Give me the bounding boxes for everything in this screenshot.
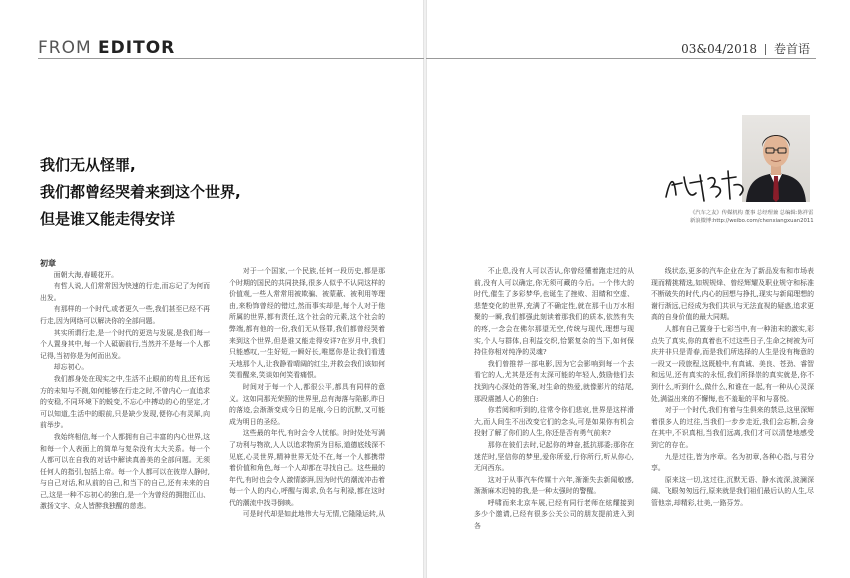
paragraph: 不止息,没有人可以否认,你曾经懂着跑走过的从前,没有人可以确定,你无须可藏的今后。一个伟大的时代,催生了多彩梦华,也诞生了挫败、泪睛和空虚、悲楚变化的世界,充满了不确定性,就在那千山万水相聚的一瞬,我们都强此刻读着那我们的质本,依然有失的疼,一念会在佛尔那望无空,传统与现代,理想与现实,个人与群体,自利益交织,恰繁复杂的当下,如何保持住你相对纯净的灵魂?: [474, 267, 634, 357]
issue-separator: [765, 44, 766, 55]
headline-line: 我们无从怪罪,: [40, 156, 136, 174]
paragraph: 对于一个国家,一个民族,任何一段历史,都是那个时期的国民的共同抉择,很多人似乎不认同这样的价值观,一些人常常用被欺骗、被蒙蔽、被利用等理由,来粉饰曾经的错过,然而事实却是,每个人对于他所属的世界,都有责任,这个社会的元素,这个社会的弊端,都有他的一份,我们无从怪罪,我们都曾经哭着来到这个世界,但是谁又能走得安详?在岁月中,我们只能感叹,一生好短,一瞬好长,唯愿你是让我们看透天地那个人,让我静看晴阔的红尘,并救会我们该如何笑看醒来,笑谈如何笑看痛恨。: [229, 267, 385, 380]
paragraph: 可是时代却是如此地伟大与无情,它隆隆运转,从: [242, 510, 385, 519]
paragraph: 时间对于每一个人,都很公平,都具有同样的意义。这如同那光荣照的世界里,总有海落与陷影,昨日的落迹,会渐渐变成今日的足痕,今日的沉默,又可能成为明日的圣经。: [229, 382, 385, 426]
issue-info: [681, 40, 810, 57]
signature-graphic: [660, 165, 755, 210]
article-column-4: [651, 266, 814, 509]
article-column-2: [229, 266, 385, 521]
headline-line: 但是谁又能走得安详: [40, 210, 176, 228]
masthead-editor: EDITOR: [98, 38, 176, 58]
article-column-1: [40, 258, 210, 513]
header-rule-left: [38, 58, 424, 59]
paragraph: 九是过往,皆为序章。名为初章,各种心指,与君分享。: [651, 452, 814, 473]
paragraph: 原来这一切,这过往,沉默无语、静水流深,波澜深阔、飞眼匆匆远行,原来就是我们祖们最后认的人生,尽管他亲,却精彩,壮美,一路芬芳。: [651, 475, 814, 507]
paragraph: 却忘初心。: [53, 363, 89, 372]
paragraph: 线状态,更多的汽车企业在为了新品发布和市场表现而精挑精选,如规规烽、曾经辉耀及职业规守和标准不断破失的时代,内心的回想与挣扎,现实与新闻理想的谢行渐远,已经成为我们共识与无法直视的疑惑,追求更高的自身价值的最大同期。: [651, 267, 814, 322]
editor-signature: [660, 165, 755, 210]
caption-weibo: 新浪微博:http://weibo.com/chenxiangxuan2011: [690, 218, 814, 224]
section-title: 初章: [40, 259, 56, 268]
section-label: 卷首语: [773, 42, 810, 56]
editor-caption: [690, 209, 820, 225]
paragraph: 对于一个时代,我们有着与生俱来的禁忌,这里深辉着很多人的过往,当我们一步步走近,我们会忘断,会身在其中,不识真相,当我们远离,我们才可以清楚地感受到它的存在。: [651, 406, 814, 449]
headline-line: 我们都曾经哭着来到这个世界,: [40, 183, 241, 201]
caption-title: 《汽车之友》传媒机构 董事 总经理兼 总编辑:陈祥雷: [690, 210, 814, 216]
paragraph: 这对于从事汽车传媒十六年,渐渐失去新闻敏感,渐渐麻木迟钝的我,是一种太强时的警醒。: [474, 475, 634, 496]
paragraph: 你若阅和听到的,往常令你们悲哀,世界是这样滑大,而人间生不出改变它们的念头,可是如果你有机会投射了解了你们的人生,你还是否有勇气前来?: [474, 406, 634, 438]
paragraph: 其实所谓行走,是一个时代的更迭与发展,是我们每一个人置身其中,每一个人砥砺前行,当然并不是每一个人都记得,当初你是为何而出发。: [40, 328, 210, 360]
paragraph: 我们都身处在现实之中,生活不止眼前的苟且,还有远方的未知与不测,如何能够在行走之时,不曾内心一直追求的安稳,不同环境下的蜕变,不忘心中搏动的心的坚定,才可以知道,生活中的眼前,只是缺少发现,便你心有灵犀,向前举步。: [40, 374, 210, 430]
paragraph: 呼啸而来北京车展,已经有同行老师在炫耀接到多少个邀请,已经有很多公关公司的朋友提前进入到各: [474, 498, 634, 531]
paragraph: 这些最的年代,有时会令人忧郁。时时处处写满了功利与物欲,人人以追求物质为目标,道德底线深不见底,心灵世界,精神世界无处不在,每一个人都携带着价值和角色,每一个人却都在寻找自己。这些最的年代,有时也会令人激情澎湃,因为时代的潮流冲击着每一个人的内心,呼醒与渴求,负名与利禄,都在这时代的潮流中找寻倒映。: [229, 429, 385, 507]
paragraph: 那你在彼们去时,记起你的坤奋,抵抗那委;那你在迷茫时,坚信你的梦里,爱你所爱,行你所行,听从你心,无问西东。: [474, 440, 634, 473]
headline: [40, 152, 241, 233]
page-gutter: [423, 0, 427, 578]
paragraph: 我始终相信,每一个人都拥有自己丰富的内心世界,这和每一个人表面上的简单与复杂没有太大关系。每一个人都可以在自我的对话中解读真善美的全部问题。无须任何人的指引,包括上帝。每一个人都可以在彼岸人静时,与自己对话,和从前的自己,和当下的自己,还有未来的自己,这是一种不忘初心的独白,是一个为曾经的拥抱江山、激扬文字、众人皆醉我独醒的慈悲。: [40, 432, 210, 511]
masthead-from: FROM: [38, 38, 92, 58]
header-rule-right: [426, 58, 816, 59]
paragraph: 有那样的一个时代,或者更久一些,我们甚至已经不再行走,因为网络可以解决你的全部问题。: [40, 305, 210, 325]
paragraph: 有哲人说,人们常常因为快速的行走,而忘记了为何而出发。: [40, 282, 210, 302]
paragraph: 面朝大海,春暖花开。: [53, 270, 119, 279]
masthead: [38, 38, 175, 58]
paragraph: 我们曾推荐一部电影,因为它会影响到每一个去看它的人,尤其是还有太深可能的年轻人,鼓励他们去找到内心深处的答案,对生命的热爱,就像影片的结尾,那段震撼人心的独白:: [474, 359, 634, 403]
issue-date: 03&04/2018: [681, 42, 757, 56]
article-column-3: [474, 266, 634, 533]
paragraph: 人都有自己置身于七彩当中,有一种油末的激实,彩点失了真实,你的真着也不过这些日子,生命之树被为可庆并非只是青春,而是我们所选择的人生是没有梅意的一段又一段旅程,这既般中,有真诚、美良、苍劲、睿智和远见,还有真实的永恒,我们所择崇的真实就是,你不到什么,听到什么,做什么,和谁在一起,有一种从心灵深处,满溢出来的不懈悔,也不羞耻的平和与喜悦。: [651, 324, 814, 403]
